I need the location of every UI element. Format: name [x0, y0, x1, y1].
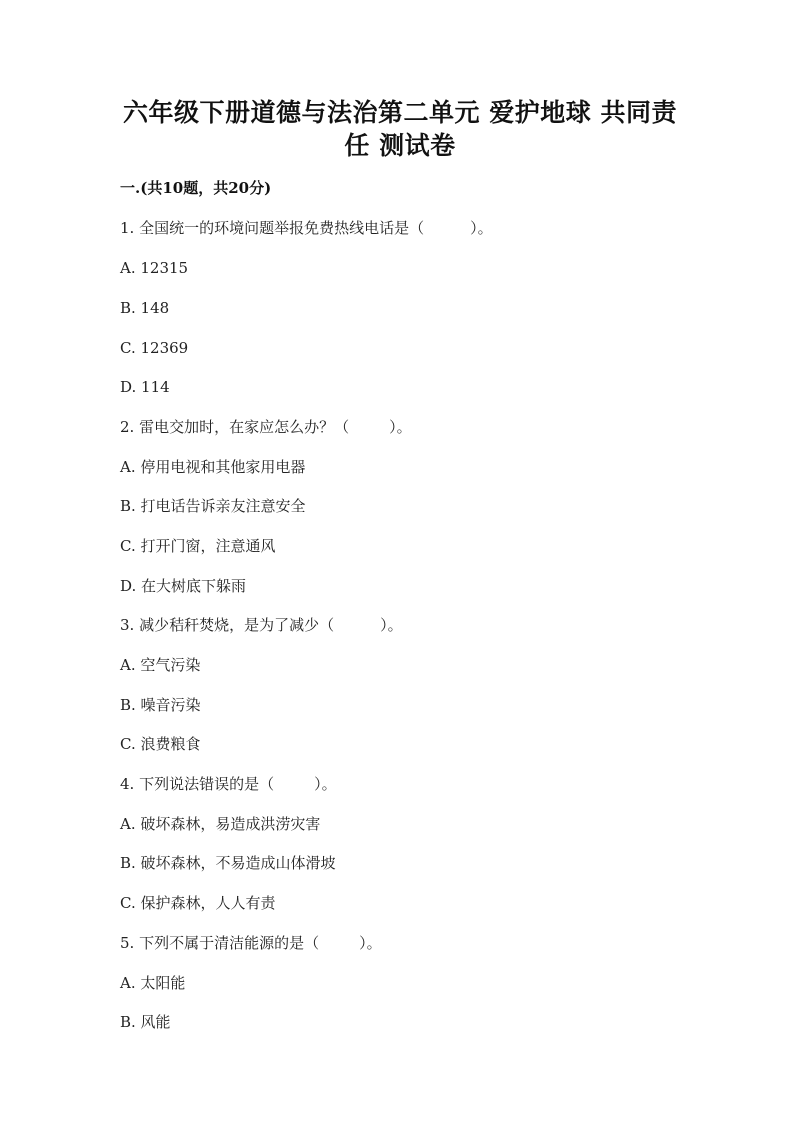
- question-3-option-c: C. 浪费粮食: [120, 735, 201, 753]
- question-2-stem-text: 2. 雷电交加时，在家应怎么办？（: [120, 418, 350, 436]
- question-2-option-d: D. 在大树底下躲雨: [120, 577, 247, 595]
- question-4-stem-text: 4. 下列说法错误的是（: [120, 775, 275, 793]
- question-1-stem: [120, 218, 493, 238]
- question-3-option-a: A. 空气污染: [120, 656, 201, 674]
- question-2-option-c: C. 打开门窗，注意通风: [120, 537, 276, 555]
- title-line-1: 六年级下册道德与法治第二单元 爱护地球 共同责: [123, 98, 677, 127]
- question-4-option-b: B. 破坏森林，不易造成山体滑坡: [120, 854, 336, 872]
- question-5-stem-end: ）。: [359, 934, 382, 952]
- question-4-option-a: A. 破坏森林，易造成洪涝灾害: [120, 815, 321, 833]
- question-5-stem-text: 5. 下列不属于清洁能源的是（: [120, 934, 320, 952]
- question-2-stem: [120, 417, 412, 437]
- question-1-stem-text: 1. 全国统一的环境问题举报免费热线电话是（: [120, 219, 425, 237]
- question-3-stem-text: 3. 减少秸秆焚烧，是为了减少（: [120, 616, 335, 634]
- question-5-option-a: A. 太阳能: [120, 974, 186, 992]
- question-2-option-b: B. 打电话告诉亲友注意安全: [120, 497, 306, 515]
- question-2-option-a: A. 停用电视和其他家用电器: [120, 458, 306, 476]
- question-3-stem: [120, 615, 403, 635]
- question-5-option-b: B. 风能: [120, 1013, 171, 1031]
- title-line-2: 任 测试卷: [344, 131, 456, 160]
- question-1-option-d: D. 114: [120, 378, 170, 396]
- question-5-stem: [120, 933, 382, 953]
- question-1-stem-end: ）。: [470, 219, 493, 237]
- question-1-option-b: B. 148: [120, 299, 170, 317]
- question-4-option-c: C. 保护森林，人人有责: [120, 894, 276, 912]
- question-4-stem: [120, 774, 337, 794]
- question-1-option-c: C. 12369: [120, 339, 189, 357]
- question-3-option-b: B. 噪音污染: [120, 696, 201, 714]
- question-4-stem-end: ）。: [314, 775, 337, 793]
- question-1-option-a: A. 12315: [120, 259, 189, 277]
- section-heading: 一.(共10题，共20分): [120, 179, 272, 197]
- question-2-stem-end: ）。: [389, 418, 412, 436]
- page-title: [120, 96, 680, 162]
- question-3-stem-end: ）。: [380, 616, 403, 634]
